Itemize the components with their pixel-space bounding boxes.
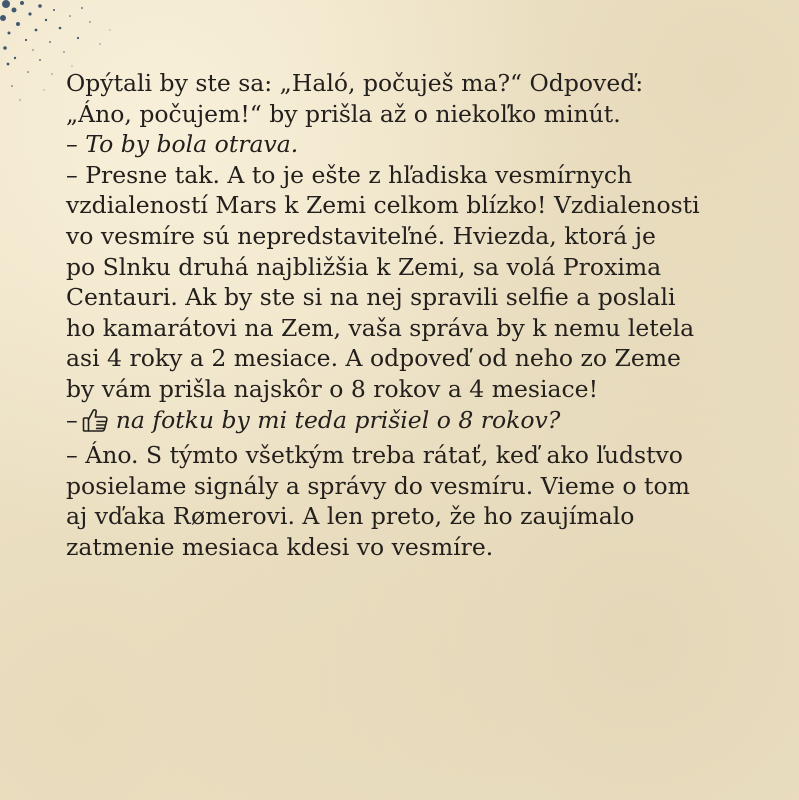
text-line: ho kamarátovi na Zem, vaša správa by k nemu letela — [66, 313, 695, 342]
text-line: posielame signály a správy do vesmíru. Vieme o tom — [66, 471, 690, 500]
text-line: asi 4 roky a 2 mesiace. A odpoveď od neho zo Zeme — [66, 344, 681, 373]
text-line: po Slnku druhá najbližšia k Zemi, sa volá Proxima — [66, 252, 662, 281]
dialogue-text: na fotku by mi teda prišiel o 8 rokov? — [115, 405, 561, 434]
text-line: – Presne tak. A to je ešte z hľadiska vesmírnych — [66, 160, 633, 189]
body-text — [66, 68, 766, 563]
text-line: aj vďaka Rømerovi. A len preto, že ho zaujímalo — [66, 502, 635, 531]
text-line: zatmenie mesiaca kdesi vo vesmíre. — [66, 532, 494, 561]
text-line: by vám prišla najskôr o 8 rokov a 4 mesiace! — [66, 374, 599, 403]
text-line: Centauri. Ak by ste si na nej spravili selfie a poslali — [66, 283, 676, 312]
text-line: „Áno, počujem!“ by prišla až o niekoľko minút. — [66, 99, 621, 128]
dialogue-line: – To by bola otrava. — [66, 130, 299, 159]
thumb-dialogue-line — [66, 405, 766, 441]
text-line: – Áno. S týmto všetkým treba rátať, keď ako ľudstvo — [66, 441, 683, 470]
text-line: vo vesmíre sú nepredstaviteľné. Hviezda, ktorá je — [66, 221, 656, 250]
text-line: Opýtali by ste sa: „Haló, počuješ ma?“ Odpoveď: — [66, 69, 644, 97]
thumbs-up-icon — [82, 407, 110, 441]
dialogue-dash: – — [66, 405, 78, 434]
text-line: vzdialeností Mars k Zemi celkom blízko! Vzdialenosti — [66, 191, 700, 220]
